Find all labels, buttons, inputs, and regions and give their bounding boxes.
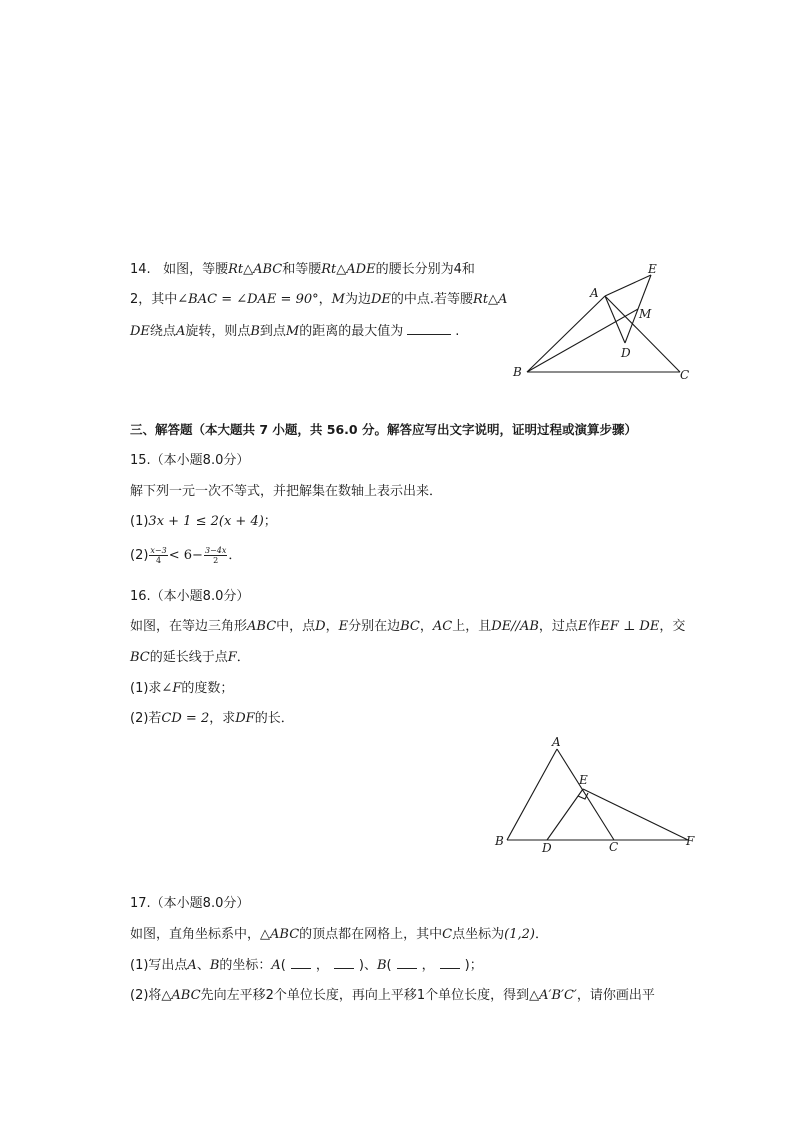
q14-number: 14. bbox=[130, 262, 151, 277]
label-c: C bbox=[609, 840, 619, 854]
q15-header: 15.（本小题8.0分） bbox=[130, 453, 250, 468]
segment-ac bbox=[557, 749, 614, 840]
q15-text: ． bbox=[228, 548, 242, 563]
q16-line-1 bbox=[130, 618, 685, 636]
q17-text: ，请你画出平 bbox=[576, 988, 655, 1003]
answer-blank[interactable] bbox=[334, 956, 354, 969]
label-f: F bbox=[686, 834, 695, 848]
q17-math: A bbox=[187, 958, 197, 973]
q16-text: 作 bbox=[587, 619, 601, 634]
segment-ab bbox=[507, 749, 557, 840]
q14-text: 和等腰 bbox=[282, 262, 322, 277]
q16-math: CD = 2 bbox=[161, 711, 210, 726]
q14-text: 到点 bbox=[259, 324, 286, 339]
q14-text: 如图，等腰 bbox=[163, 262, 229, 277]
q17-text: 如图，直角坐标系中， bbox=[130, 927, 261, 942]
q17-text: 的坐标： bbox=[219, 958, 272, 973]
q17-part-2 bbox=[130, 987, 655, 1005]
label-b: B bbox=[495, 834, 504, 848]
answer-blank[interactable] bbox=[440, 956, 460, 969]
numerator: 3−4x bbox=[204, 546, 227, 555]
q14-line-3 bbox=[130, 322, 459, 341]
q16-math: BC bbox=[130, 650, 150, 665]
q14-math: M bbox=[331, 292, 345, 307]
q17-text: 的顶点都在网格上，其中 bbox=[299, 927, 443, 942]
q16-math: E bbox=[338, 619, 349, 634]
label-d: D bbox=[542, 841, 552, 855]
q17-math: △A′B′C′ bbox=[529, 988, 577, 1003]
q15-part-2 bbox=[130, 546, 241, 565]
label-a: A bbox=[552, 735, 561, 749]
q17-text: ( bbox=[386, 958, 392, 973]
label-c: C bbox=[680, 368, 690, 382]
label-a: A bbox=[590, 286, 599, 300]
q16-header: 16.（本小题8.0分） bbox=[130, 589, 250, 604]
label-e: E bbox=[648, 262, 657, 276]
q16-text: 中，点 bbox=[276, 619, 316, 634]
q16-math: DF bbox=[235, 711, 255, 726]
part-label: (2)若 bbox=[130, 711, 162, 726]
q14-line-2 bbox=[130, 291, 507, 309]
q17-part-1 bbox=[130, 956, 483, 975]
q16-math: F bbox=[227, 650, 237, 665]
q16-text: 如图，在等边三角形 bbox=[130, 619, 248, 634]
segment-de bbox=[547, 789, 583, 840]
q16-text: ， bbox=[419, 619, 433, 634]
q16-text: 上，且 bbox=[452, 619, 492, 634]
q16-text: 的长． bbox=[254, 711, 294, 726]
q16-math: EF ⊥ DE bbox=[600, 619, 660, 634]
q17-text: 、 bbox=[196, 958, 210, 973]
part-label: (2)将 bbox=[130, 988, 162, 1003]
q14-text: 的腰长分别为4和 bbox=[375, 262, 475, 277]
q15-text: ； bbox=[263, 514, 277, 529]
q14-math: Rt△ADE bbox=[321, 262, 376, 277]
q16-figure bbox=[490, 733, 705, 858]
label-e: E bbox=[579, 773, 588, 787]
part-label: (1) bbox=[130, 514, 149, 529]
q14-text: 的距离的最大值为 bbox=[299, 324, 404, 339]
q17-text: )； bbox=[464, 958, 483, 973]
q17-math: A bbox=[271, 958, 281, 973]
answer-blank[interactable] bbox=[291, 956, 311, 969]
fraction bbox=[204, 546, 227, 565]
q16-text: 的度数； bbox=[181, 681, 234, 696]
q16-part-1 bbox=[130, 680, 233, 698]
q15-math: 3x + 1 ≤ 2(x + 4) bbox=[148, 514, 264, 529]
section-title: 三、解答题（本大题共 7 小题，共 56.0 分。解答应写出文字说明，证明过程或演算步骤） bbox=[130, 422, 637, 437]
answer-blank[interactable] bbox=[407, 322, 451, 335]
q14-math: DE bbox=[130, 324, 150, 339]
q14-math: DE bbox=[370, 292, 391, 307]
label-b: B bbox=[513, 365, 522, 379]
q16-math: D bbox=[315, 619, 326, 634]
q17-text: ． bbox=[534, 927, 548, 942]
segment-ad bbox=[605, 296, 625, 343]
q14-line-1 bbox=[130, 261, 475, 279]
q14-text: 为边 bbox=[344, 292, 371, 307]
label-m: M bbox=[639, 307, 652, 321]
q14-text: 2，其中 bbox=[130, 292, 178, 307]
q16-text: ． bbox=[236, 650, 250, 665]
q16-line-2 bbox=[130, 649, 250, 667]
q17-text: ( bbox=[280, 958, 286, 973]
q17-text: 点坐标为 bbox=[452, 927, 505, 942]
q16-text: ，求 bbox=[209, 711, 236, 726]
q17-line-1 bbox=[130, 926, 548, 944]
q14-math: ∠BAC = ∠DAE = 90° bbox=[177, 292, 319, 307]
q16-text: ，过点 bbox=[538, 619, 578, 634]
q17-math: △ABC bbox=[161, 988, 201, 1003]
q14-text: 旋转，则点 bbox=[185, 324, 251, 339]
q16-part-2 bbox=[130, 710, 294, 728]
q16-text: 的延长线于点 bbox=[149, 650, 228, 665]
fraction bbox=[149, 546, 167, 565]
q17-math: C bbox=[442, 927, 453, 942]
q17-math: (1,2) bbox=[504, 927, 535, 942]
q14-text: 绕点 bbox=[149, 324, 176, 339]
numerator: x−3 bbox=[150, 546, 167, 555]
answer-blank[interactable] bbox=[397, 956, 417, 969]
q15-text: 解下列一元一次不等式，并把解集在数轴上表示出来． bbox=[130, 484, 443, 499]
q17-header: 17.（本小题8.0分） bbox=[130, 896, 250, 911]
q14-text: 的中点.若等腰 bbox=[390, 292, 474, 307]
q17-math: B bbox=[376, 958, 387, 973]
q17-text: )、 bbox=[358, 958, 377, 973]
q14-math: B bbox=[250, 324, 260, 339]
q16-math: BC bbox=[400, 619, 420, 634]
q16-text: ， bbox=[325, 619, 339, 634]
q14-math: M bbox=[285, 324, 300, 339]
q16-math: E bbox=[577, 619, 588, 634]
q14-math: Rt△A bbox=[473, 292, 508, 307]
q17-math: B bbox=[209, 958, 220, 973]
q15-math: < 6− bbox=[168, 548, 203, 563]
part-label: (1)写出点 bbox=[130, 958, 188, 973]
part-label: (1)求 bbox=[130, 681, 162, 696]
q17-text: ， bbox=[421, 958, 435, 973]
q14-math: Rt△ABC bbox=[228, 262, 283, 277]
q16-math: AC bbox=[432, 619, 453, 634]
q14-math: A bbox=[175, 324, 186, 339]
q17-text: 先向左平移2个单位长度，再向上平移1个单位长度，得到 bbox=[200, 988, 530, 1003]
denominator: 2 bbox=[213, 556, 219, 565]
q16-math: ∠F bbox=[161, 681, 182, 696]
segment-ef bbox=[583, 789, 688, 840]
q14-figure bbox=[505, 258, 705, 383]
q14-text: . bbox=[455, 324, 460, 339]
q16-text: 分别在边 bbox=[348, 619, 401, 634]
q15-part-1 bbox=[130, 513, 277, 531]
q17-math: △ABC bbox=[260, 927, 300, 942]
label-d: D bbox=[621, 346, 631, 360]
q16-math: DE//AB bbox=[491, 619, 539, 634]
q16-text: ，交 bbox=[659, 619, 686, 634]
q17-text: ， bbox=[315, 958, 329, 973]
denominator: 4 bbox=[156, 556, 162, 565]
q14-text: ， bbox=[318, 292, 332, 307]
part-label: (2) bbox=[130, 548, 149, 563]
q16-math: ABC bbox=[247, 619, 277, 634]
